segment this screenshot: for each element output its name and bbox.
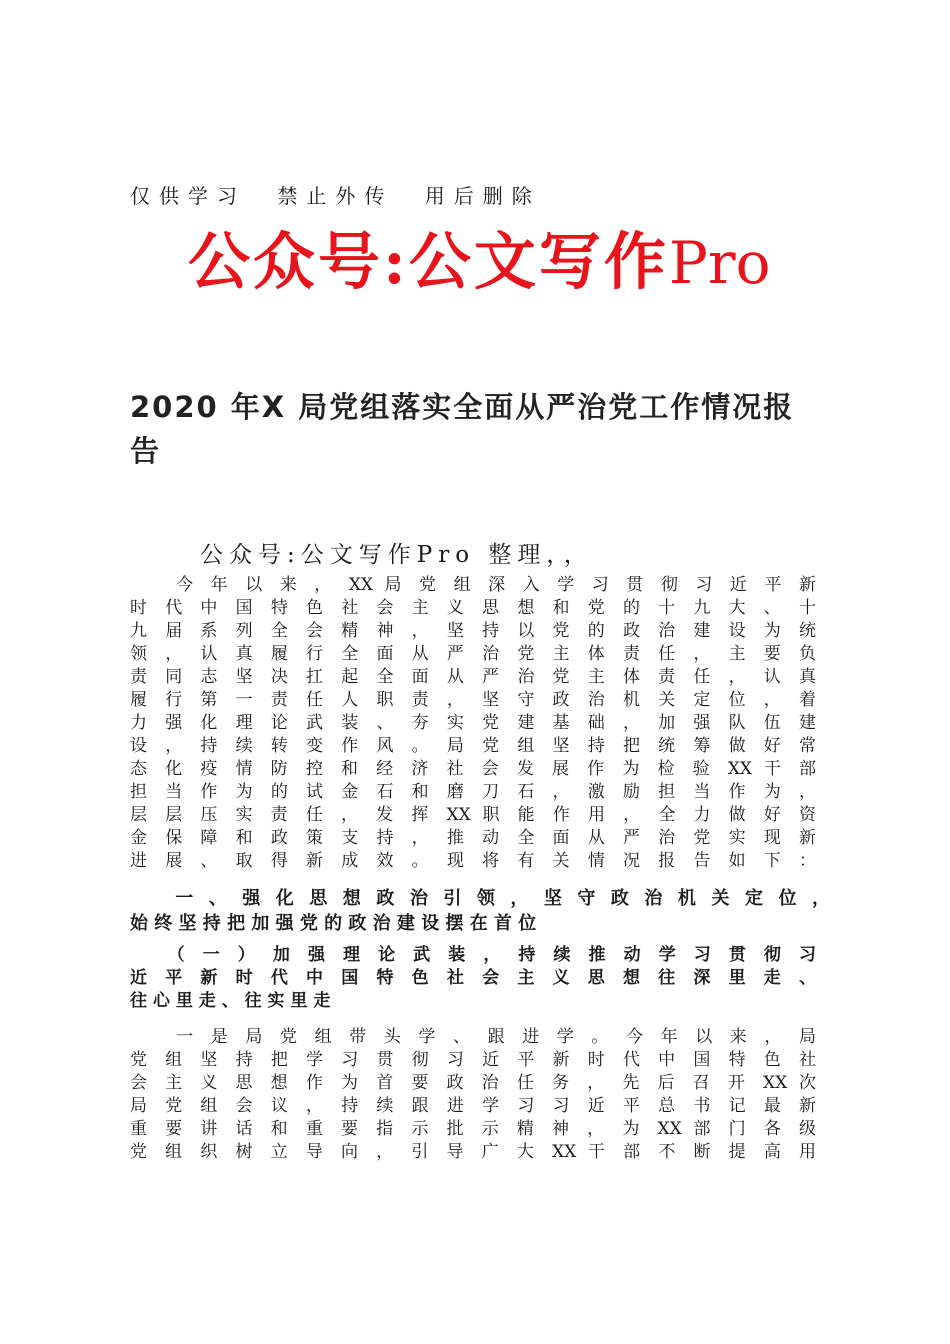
paragraph-line: 责 同 志 坚 决 扛 起 全 面 从 严 治 党 主 体 责 任 ， 认 真 — [130, 667, 816, 687]
paragraph-line: 担 当 作 为 的 试 金 石 和 磨 刀 石 ， 激 励 担 当 作 为 ， — [130, 782, 816, 802]
paragraph-line: 今 年 以 来 ， XX 局 党 组 深 入 学 习 贯 彻 习 近 平 新 — [130, 575, 816, 595]
paragraph-line: 力 强 化 理 论 武 装 、 夯 实 党 建 基 础 ， 加 强 队 伍 建 — [130, 713, 816, 733]
body-paragraph — [130, 1026, 816, 1164]
heading-line: （ 一 ） 加 强 理 论 武 装 ， 持 续 推 动 学 习 贯 彻 习 — [130, 945, 816, 965]
heading-line: 一 、 强 化 思 想 政 治 引 领 ， 坚 守 政 治 机 关 定 位 ， — [130, 888, 830, 909]
paragraph-line: 履 行 第 一 责 任 人 职 责 ， 坚 守 政 治 机 关 定 位 ， 着 — [130, 690, 816, 710]
section-heading-2 — [130, 944, 816, 1013]
intro-paragraph — [130, 574, 816, 873]
paragraph-line: 时 代 中 国 特 色 社 会 主 义 思 想 和 党 的 十 九 大 、 十 — [130, 598, 816, 618]
paragraph-line: 会 主 义 思 想 作 为 首 要 政 治 任 务 ， 先 后 召 开 XX 次 — [130, 1073, 816, 1093]
notice-item: 用后删除 — [424, 184, 541, 208]
paragraph-line: 设 ， 持 续 转 变 作 风 。 局 党 组 坚 持 把 统 筹 做 好 常 — [130, 736, 816, 756]
paragraph-line: 党 组 坚 持 把 学 习 贯 彻 习 近 平 新 时 代 中 国 特 色 社 — [130, 1050, 816, 1070]
paragraph-line: 领 ， 认 真 履 行 全 面 从 严 治 党 主 体 责 任 ， 主 要 负 — [130, 644, 816, 664]
title-line: 2020 年X 局党组落实全面从严治党工作情况报 — [130, 390, 795, 424]
heading-line: 近 平 新 时 代 中 国 特 色 社 会 主 义 思 想 往 深 里 走 、 — [130, 968, 816, 988]
section-heading-1 — [130, 886, 830, 936]
paragraph-line: 局 党 组 会 议 ， 持 续 跟 进 学 习 习 近 平 总 书 记 最 新 — [130, 1096, 816, 1116]
document-subtitle: 公众号:公文写作Pro 整理，， — [200, 542, 593, 568]
paragraph-line: 重 要 讲 话 和 重 要 指 示 批 示 精 神 ， 为 XX 部 门 各 级 — [130, 1119, 816, 1139]
paragraph-line: 层 层 压 实 责 任 ， 发 挥 XX 职 能 作 用 ， 全 力 做 好 资 — [130, 805, 816, 825]
paragraph-line: 态 化 疫 情 防 控 和 经 济 社 会 发 展 作 为 检 验 XX 干 部 — [130, 759, 816, 779]
brand-suffix: Pro — [668, 229, 771, 297]
paragraph-line: 一 是 局 党 组 带 头 学 、 跟 进 学 。 今 年 以 来 ， 局 — [130, 1027, 816, 1047]
usage-notice — [130, 180, 557, 209]
paragraph-line: 进 展 、 取 得 新 成 效 。 现 将 有 关 情 况 报 告 如 下 ： — [130, 851, 816, 871]
document-title — [130, 385, 830, 473]
brand-watermark — [188, 222, 771, 303]
brand-main: 公众号:公文写作 — [188, 225, 669, 298]
notice-item: 仅供学习 — [130, 184, 246, 208]
heading-line: 始 终 坚 持 把 加 强 党 的 政 治 建 设 摆 在 首 位 — [130, 913, 537, 934]
paragraph-line: 金 保 障 和 政 策 支 持 ， 推 动 全 面 从 严 治 党 实 现 新 — [130, 828, 816, 848]
paragraph-line: 党 组 织 树 立 导 向 ， 引 导 广 大 XX 干 部 不 断 提 高 用 — [130, 1142, 816, 1162]
heading-line: 往 心 里 走 、 往 实 里 走 — [130, 991, 331, 1011]
paragraph-line: 九 届 系 列 全 会 精 神 ， 坚 持 以 党 的 政 治 建 设 为 统 — [130, 621, 816, 641]
notice-item: 禁止外传 — [277, 184, 394, 208]
title-line: 告 — [130, 434, 162, 468]
